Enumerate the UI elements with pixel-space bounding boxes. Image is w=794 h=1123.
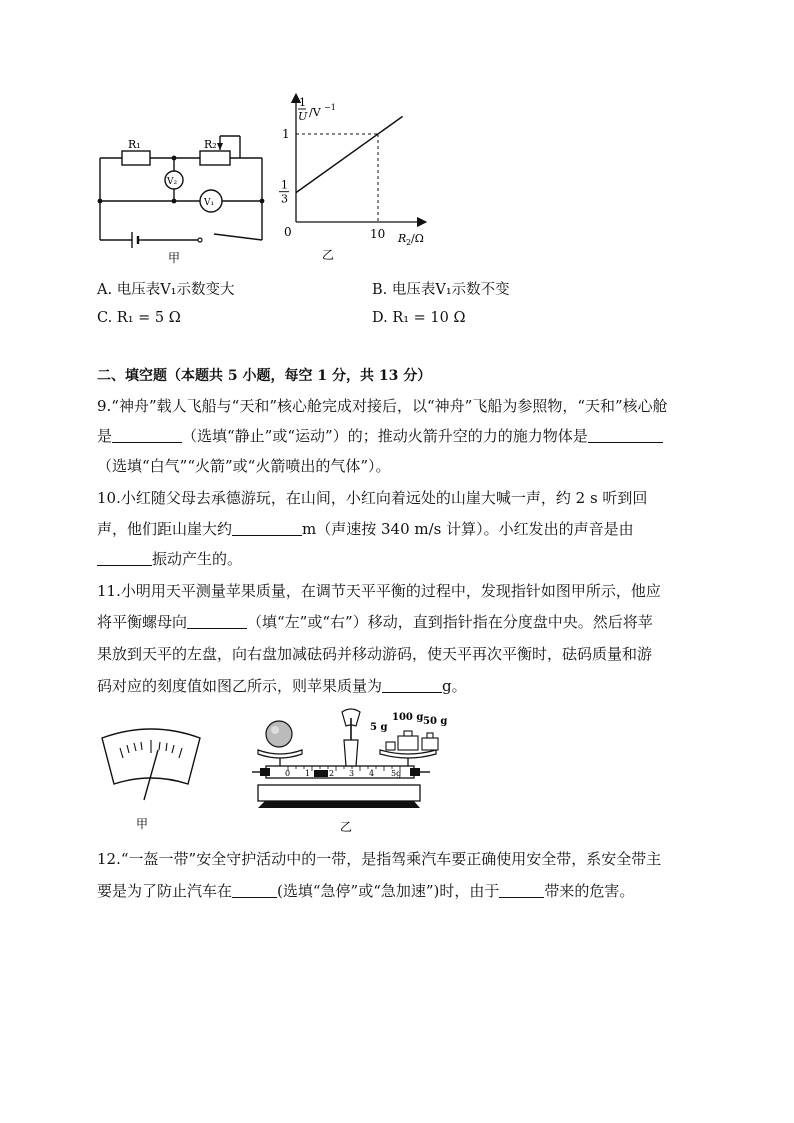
pointer-dial <box>96 722 206 832</box>
q11-line1: 11.小明用天平测量苹果质量，在调节天平平衡的过程中，发现指针如图甲所示，他应 <box>97 582 661 600</box>
v2-label: V₂ <box>167 177 178 187</box>
q12-blank2[interactable] <box>499 882 544 898</box>
option-d[interactable]: D. R₁ = 10 Ω <box>372 310 466 326</box>
svg-text:R: R <box>398 232 407 245</box>
scale-label-4: 4 <box>369 769 375 778</box>
q9-line1: 9.“神舟”载人飞船与“天和”核心舱完成对接后，以“神舟”飞船为参照物，“天和”核心舱 <box>97 397 668 415</box>
svg-text:3: 3 <box>281 192 288 206</box>
y-tick-one-third <box>279 179 289 206</box>
q12-line2: 要是为了防止汽车在 (选填“急停”或“急加速”)时，由于 带来的危害。 <box>97 882 635 900</box>
q10-blank1[interactable] <box>232 520 302 536</box>
r2-label: R₂ <box>204 138 217 151</box>
option-b[interactable]: B. 电压表V₁示数不变 <box>372 282 510 298</box>
q11-line4: 码对应的刻度值如图乙所示，则苹果质量为 g。 <box>97 677 467 695</box>
y-axis-label <box>298 96 336 123</box>
svg-text:2: 2 <box>406 238 412 247</box>
q11-line2: 将平衡螺母向 （填“左”或“右”）移动，直到指针指在分度盘中央。然后将苹 <box>97 613 653 631</box>
balance-scale <box>238 700 448 835</box>
option-c[interactable]: C. R₁ = 5 Ω <box>97 310 181 326</box>
svg-text:1: 1 <box>299 96 306 109</box>
y-tick-1: 1 <box>282 127 290 141</box>
scale-label-2: 2 <box>329 769 335 778</box>
q9-line3: （选填“白气”“火箭”或“火箭喷出的气体”）。 <box>97 457 391 475</box>
weight-5g-label: 5 g <box>370 722 388 733</box>
v1-label: V₁ <box>204 198 215 208</box>
weight-50g-label: 50 g <box>423 716 448 727</box>
q12-line1: 12.“一盔一带”安全守护活动中的一带，是指驾乘汽车要正确使用安全带，系安全带主 <box>97 850 662 868</box>
circuit-diagram <box>92 128 272 268</box>
scale-label-0: 0 <box>285 769 291 778</box>
scale-label-5g: 5g <box>391 769 402 778</box>
q9-line2: 是 （选填“静止”或“运动”）的；推动火箭升空的力的施力物体是 <box>97 425 663 446</box>
circuit-caption: 甲 <box>168 251 181 265</box>
graph-caption: 乙 <box>322 248 335 262</box>
rider <box>314 770 328 777</box>
q9-blank2[interactable] <box>588 427 663 443</box>
balance-caption: 乙 <box>340 820 353 834</box>
line-graph <box>272 92 442 264</box>
r1-label: R₁ <box>128 138 141 151</box>
option-a[interactable]: A. 电压表V₁示数变大 <box>97 282 235 298</box>
q10-line1: 10.小红随父母去承德游玩，在山间，小红向着远处的山崖大喊一声，约 2 s 听到回 <box>97 489 648 507</box>
data-series-line <box>296 116 403 192</box>
dial-caption: 甲 <box>136 817 149 831</box>
svg-text:/Ω: /Ω <box>411 232 424 245</box>
svg-text:U: U <box>298 110 308 123</box>
svg-text:1: 1 <box>281 178 288 192</box>
q10-line2: 声，他们距山崖大约 m（声速按 340 m/s 计算）。小红发出的声音是由 <box>97 520 634 538</box>
x-tick-10: 10 <box>370 227 386 241</box>
apple <box>266 721 292 747</box>
x-axis-label <box>397 232 424 247</box>
q11-blank1[interactable] <box>187 613 247 629</box>
q10-line3: 振动产生的。 <box>97 548 242 569</box>
scale-label-3: 3 <box>349 769 355 778</box>
weight-100g-label: 100 g <box>392 712 424 723</box>
scale-label-1: 1 <box>305 769 311 778</box>
q9-blank1[interactable] <box>112 427 182 443</box>
q12-blank1[interactable] <box>232 882 277 898</box>
origin-label: 0 <box>284 225 292 239</box>
section-title: 二、填空题（本题共 5 小题，每空 1 分，共 13 分） <box>97 368 432 384</box>
q10-blank2[interactable] <box>97 550 152 566</box>
q11-line3: 果放到天平的左盘，向右盘加减砝码并移动游码，使天平再次平衡时，砝码质量和游 <box>97 645 653 663</box>
svg-text:/V: /V <box>309 106 321 119</box>
svg-text:−1: −1 <box>324 103 336 112</box>
q11-blank2[interactable] <box>382 677 442 693</box>
